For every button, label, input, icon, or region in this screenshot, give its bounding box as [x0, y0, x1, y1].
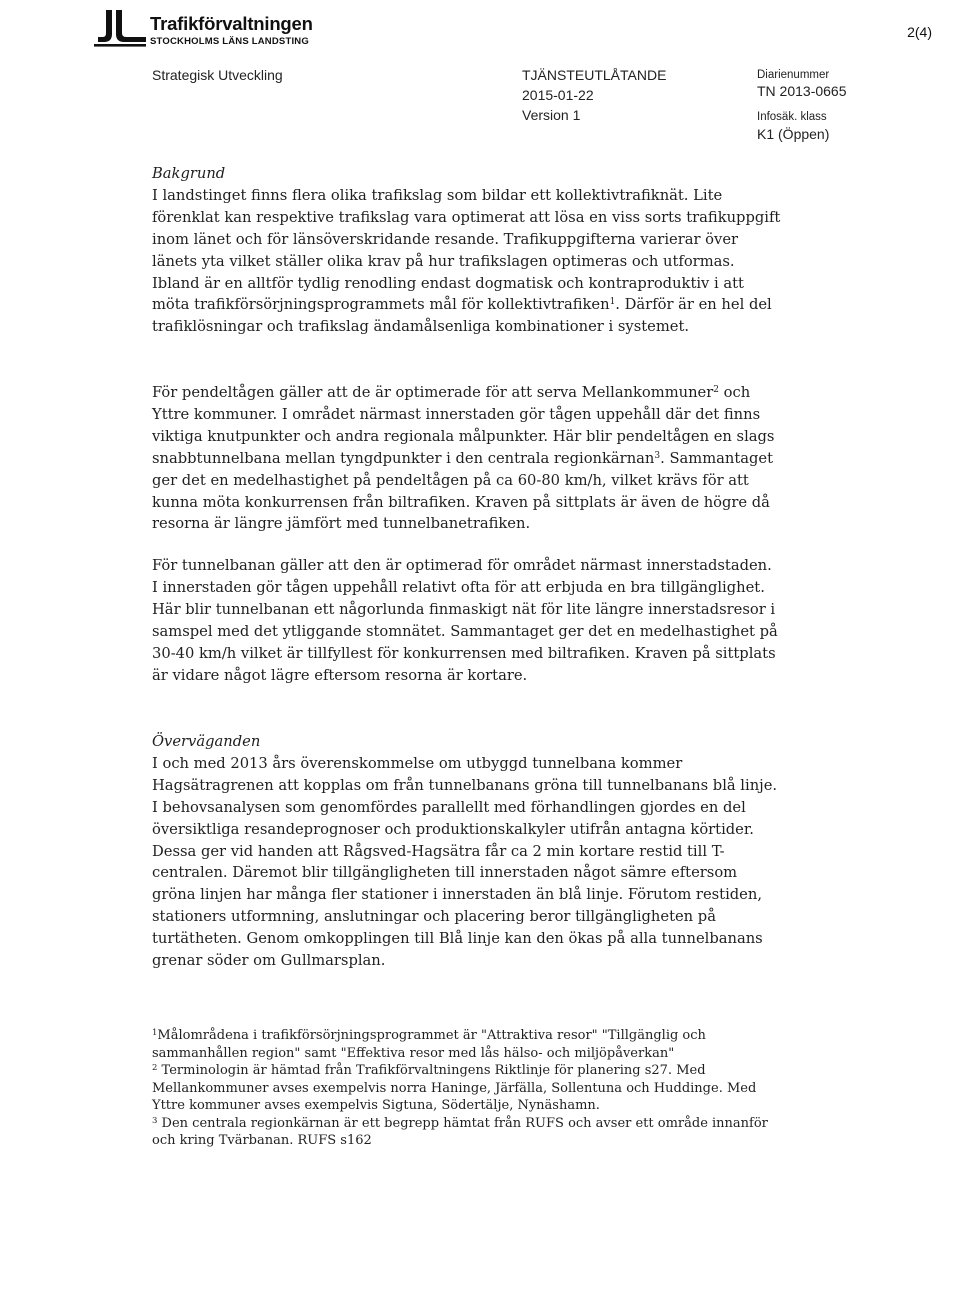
- header-department: [152, 65, 283, 85]
- infosak-label: Infosäk. klass: [757, 111, 827, 123]
- diarienummer-value: TN 2013-0665: [757, 83, 847, 99]
- section-bakgrund: [152, 163, 782, 338]
- footnote: $^1$Målområdena i trafikförsörjningsprogrammet är "Attraktiva resor" "Tillgänglig och sammanhållen region" samt "Effektiva resor med lås hälso- och miljöpåverkan": [152, 1028, 706, 1061]
- department-name: Strategisk Utveckling: [152, 67, 283, 83]
- section-heading: Överväganden: [152, 733, 261, 750]
- diarienummer-label: Diarienummer: [757, 69, 830, 81]
- paragraph-pendeltag: [152, 382, 782, 535]
- header-registry-info: [757, 65, 847, 144]
- footnote-reference: 2: [713, 385, 719, 395]
- paragraph: För pendeltågen gäller att de är optimerade för att serva Mellankommuner$^2$ och Yttre kommuner. I området närmast innerstaden gör tågen uppehåll där det finns viktiga knutpunkter och andra regionala målpunkter. Här blir pendeltågen en slags snabbtunnelbana mellan tyngdpunkter i den centrala regionkärnan$^3$. Sammantaget ger det en medelhastighet på pendeltågen på ca 60-80 km/h, vilket krävs för att kunna möta konkurrensen från biltrafiken. Kraven på sittplats är även de högre då resorna är längre jämfört med tunnelbanetrafiken.: [152, 384, 775, 533]
- infosak-value: K1 (Öppen): [757, 126, 830, 142]
- footnote-reference: 3: [654, 450, 661, 461]
- organization-subtitle: STOCKHOLMS LÄNS LANDSTING: [150, 36, 309, 47]
- document-version: Version 1: [522, 107, 581, 123]
- paragraph: I landstinget finns flera olika trafikslag som bildar ett kollektivtrafiknät. Lite förenklat kan respektive trafikslag vara optimerat att lösa en viss sorts trafikuppgift inom länet och för länsöverskridande resande. Trafikuppgifterna varierar över länets yta vilket ställer olika krav på hur trafikslagen optimeras och utformas. Ibland är en alltför tydlig renodling endast dogmatisk och kontraproduktiv i att möta trafikförsörjningsprogrammets mål för kollektivtrafiken$^1$. Därför är en hel del trafiklösningar och trafikslag ändamålsenliga kombinationer i systemet.: [152, 186, 781, 336]
- footnote: $^3$ Den centrala regionkärnan är ett begrepp hämtat från RUFS och avser ett område innanför och kring Tvärbanan. RUFS s162: [152, 1115, 768, 1148]
- paragraph: I och med 2013 års överenskommelse om utbyggd tunnelbana kommer Hagsätragrenen att kopplas om från tunnelbanans gröna till tunnelbanans blå linje. I behovsanalysen som genomfördes parallellt med förhandlingen gjordes en del översiktliga resandeprognoser och produktionskalkyler utifrån antagna körtider. Dessa ger vid handen att Rågsved-Hagsätra får ca 2 min kortare restid till T-centralen. Däremot blir tillgängligheten till innerstaden något sämre eftersom gröna linjen har många fler stationer i innerstaden än blå linje. Förutom restiden, stationers utformning, anslutningar och placering beror tillgängligheten på turtätheten. Genom omkopplingen till Blå linje kan den ökas på alla tunnelbanans grenar söder om Gullmarsplan.: [152, 754, 778, 970]
- header-document-info: [522, 65, 666, 125]
- organization-name: Trafikförvaltningen: [150, 13, 313, 34]
- footnotes: [152, 1027, 792, 1150]
- page-number: 2(4): [907, 24, 932, 40]
- document-type: TJÄNSTEUTLÅTANDE: [522, 67, 667, 83]
- paragraph-tunnelbana: [152, 555, 782, 686]
- section-heading: Bakgrund: [152, 165, 226, 182]
- footnote: $^2$ Terminologin är hämtad från Trafikförvaltningens Riktlinje för planering s27. Med Mellankommuner avses exempelvis norra Haninge, Järfälla, Sollentuna och Huddinge. Med Yttre kommuner avses exempelvis Sigtuna, Södertälje, Nynäshamn.: [152, 1063, 757, 1113]
- organization-logo: [92, 8, 352, 48]
- section-overvaganden: [152, 731, 782, 972]
- document-date: 2015-01-22: [522, 87, 594, 103]
- sll-logo-icon: [92, 8, 150, 48]
- footnote-reference: 1: [609, 297, 616, 308]
- paragraph: För tunnelbanan gäller att den är optimerad för området närmast innerstadstaden. I innerstaden gör tågen uppehåll relativt ofta för att erbjuda en bra tillgänglighet. Här blir tunnelbanan ett någorlunda finmaskigt nät för lite längre innerstadsresor i samspel med det ytliggande stomnätet. Sammantaget ger det en medelhastighet på 30-40 km/h vilket är tillfyllest för konkurrensen med biltrafiken. Kraven på sittplats är vidare något lägre eftersom resorna är kortare.: [152, 557, 778, 684]
